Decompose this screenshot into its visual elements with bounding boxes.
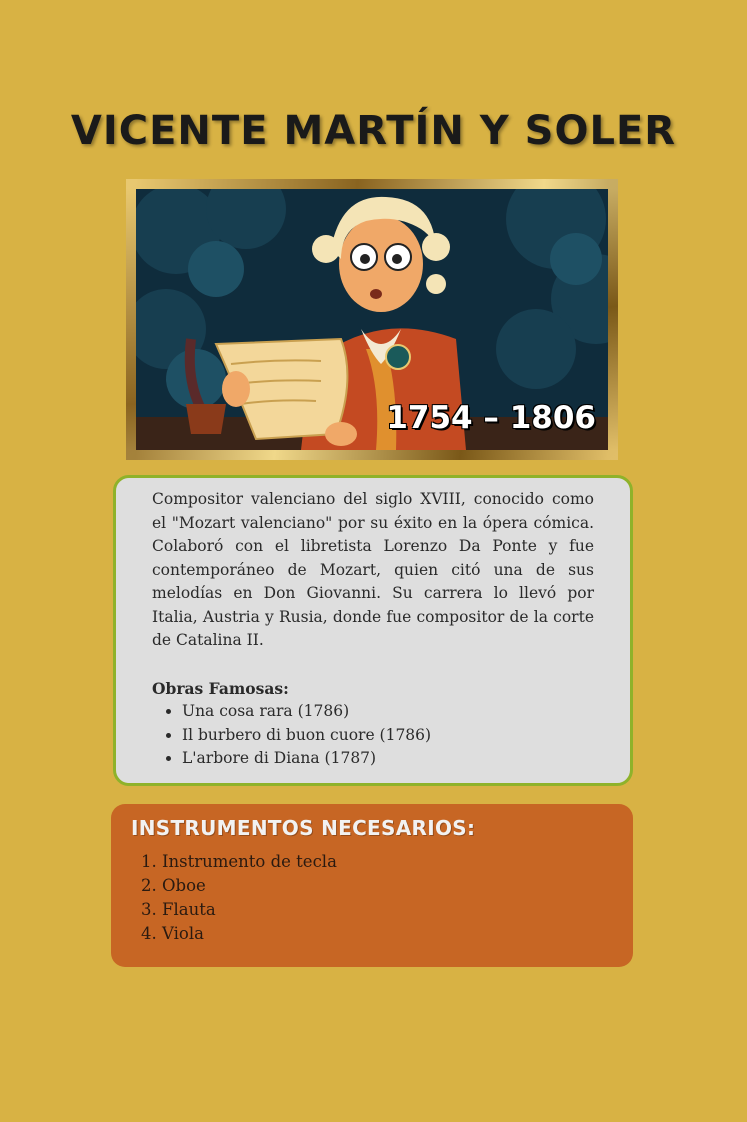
list-item: • Una cosa rara (1786) <box>182 700 594 724</box>
lifespan-years: 1754 – 1806 <box>386 400 596 436</box>
list-item: 1. Instrumento de tecla <box>162 850 613 874</box>
famous-works-list <box>152 700 594 771</box>
page-title: VICENTE MARTÍN Y SOLER <box>70 108 677 154</box>
instruments-list <box>131 850 613 946</box>
list-item: 2. Oboe <box>162 874 613 898</box>
composer-portrait <box>126 179 618 460</box>
list-item: • Il burbero di buon cuore (1786) <box>182 724 594 748</box>
list-item: 4. Viola <box>162 922 613 946</box>
biography-card <box>113 475 633 786</box>
biography-text: Compositor valenciano del siglo XVIII, conocido como el "Mozart valenciano" por su éxito en la ópera cómica. Colaboró con el libretista Lorenzo Da Ponte y fue contemporáneo de Mozart, quien citó una de sus melodías en Don Giovanni. Su carrera lo llevó por Italia, Austria y Rusia, donde fue compositor de la corte de Catalina II. <box>152 490 594 649</box>
list-item: • L'arbore di Diana (1787) <box>182 747 594 771</box>
list-item: 3. Flauta <box>162 898 613 922</box>
instruments-heading: INSTRUMENTOS NECESARIOS: <box>131 816 476 840</box>
famous-works-heading: Obras Famosas: <box>152 678 289 698</box>
instruments-card <box>111 804 633 967</box>
